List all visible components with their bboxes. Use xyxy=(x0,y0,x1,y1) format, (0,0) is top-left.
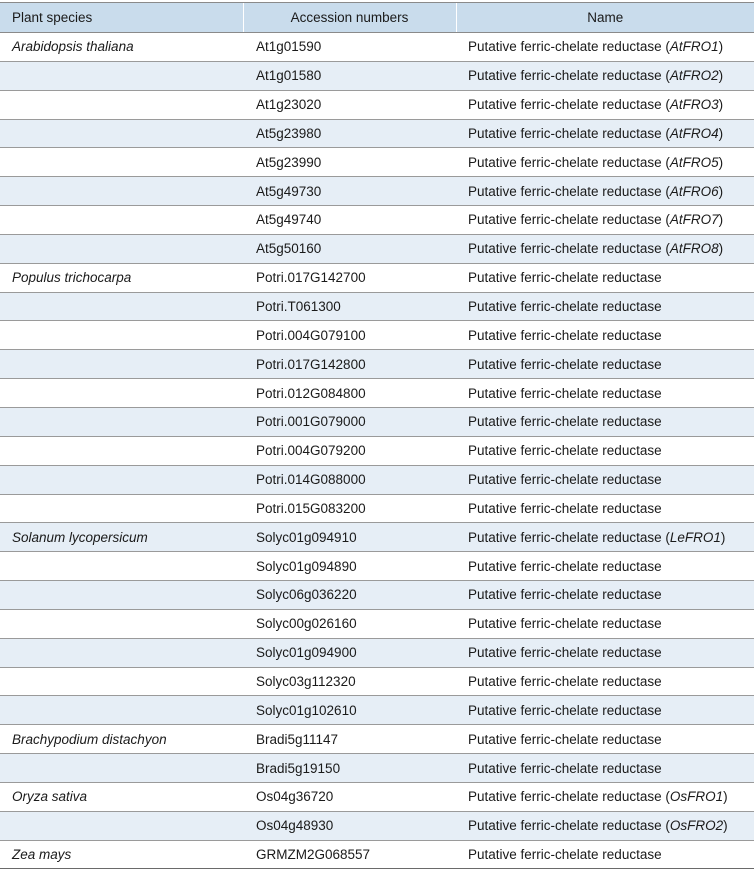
table-row xyxy=(0,667,754,696)
name-cell xyxy=(456,552,754,581)
accession-number-cell: Os04g48930 xyxy=(243,811,456,840)
gene-symbol: OsFRO1 xyxy=(669,789,724,805)
name-text: Putative ferric-chelate reductase xyxy=(468,154,662,170)
table-body xyxy=(0,33,754,869)
plant-species-cell: Populus trichocarpa xyxy=(0,263,243,292)
name-text: Putative ferric-chelate reductase xyxy=(468,645,662,661)
plant-species-cell xyxy=(0,552,243,581)
table-row xyxy=(0,436,754,465)
plant-species-cell xyxy=(0,638,243,667)
gene-symbol: LeFRO1 xyxy=(669,529,721,545)
accession-number-cell: At5g49730 xyxy=(243,177,456,206)
name-text: Putative ferric-chelate reductase xyxy=(468,68,662,84)
name-cell xyxy=(456,465,754,494)
table-row xyxy=(0,119,754,148)
name-text: Putative ferric-chelate reductase xyxy=(468,760,662,776)
name-cell xyxy=(456,321,754,350)
accession-number-cell: Solyc01g094910 xyxy=(243,523,456,552)
plant-species-cell xyxy=(0,696,243,725)
accession-number-cell: Potri.012G084800 xyxy=(243,379,456,408)
table-row xyxy=(0,465,754,494)
name-text: Putative ferric-chelate reductase xyxy=(468,270,662,286)
table-row xyxy=(0,581,754,610)
name-text: Putative ferric-chelate reductase xyxy=(468,673,662,689)
name-text: Putative ferric-chelate reductase xyxy=(468,356,662,372)
accession-number-cell: Bradi5g19150 xyxy=(243,754,456,783)
accession-number-cell: Solyc01g094900 xyxy=(243,638,456,667)
table-row xyxy=(0,350,754,379)
name-cell: Putative ferric-chelate reductase (OsFRO1) xyxy=(456,782,754,811)
column-header-plant-species: Plant species xyxy=(0,3,243,33)
name-text: Putative ferric-chelate reductase xyxy=(468,414,662,430)
column-header-name: Name xyxy=(456,3,754,33)
gene-symbol: AtFRO1 xyxy=(669,39,719,55)
name-cell xyxy=(456,638,754,667)
name-cell: Putative ferric-chelate reductase (AtFRO7) xyxy=(456,206,754,235)
plant-species-cell xyxy=(0,234,243,263)
plant-species-cell xyxy=(0,754,243,783)
name-cell xyxy=(456,350,754,379)
plant-species-cell xyxy=(0,292,243,321)
plant-species-cell xyxy=(0,206,243,235)
plant-species-cell xyxy=(0,321,243,350)
plant-species-cell: Zea mays xyxy=(0,840,243,869)
table-row xyxy=(0,206,754,235)
column-header-accession-numbers: Accession numbers xyxy=(243,3,456,33)
name-text: Putative ferric-chelate reductase xyxy=(468,789,662,805)
gene-symbol: AtFRO7 xyxy=(669,212,719,228)
name-text: Putative ferric-chelate reductase xyxy=(468,702,662,718)
name-cell xyxy=(456,609,754,638)
name-cell xyxy=(456,494,754,523)
plant-species-cell xyxy=(0,177,243,206)
plant-species-cell xyxy=(0,581,243,610)
accession-number-cell: Solyc01g094890 xyxy=(243,552,456,581)
name-text: Putative ferric-chelate reductase xyxy=(468,39,662,55)
table-row xyxy=(0,782,754,811)
accession-number-cell: Bradi5g11147 xyxy=(243,725,456,754)
accession-number-cell: Potri.014G088000 xyxy=(243,465,456,494)
accession-number-cell: Solyc06g036220 xyxy=(243,581,456,610)
name-text: Putative ferric-chelate reductase xyxy=(468,299,662,315)
header-row xyxy=(0,3,754,33)
plant-species-cell xyxy=(0,61,243,90)
name-text: Putative ferric-chelate reductase xyxy=(468,818,662,834)
name-cell: Putative ferric-chelate reductase (OsFRO2) xyxy=(456,811,754,840)
accession-number-cell: At5g23980 xyxy=(243,119,456,148)
table-row xyxy=(0,263,754,292)
table-header xyxy=(0,3,754,33)
plant-species-cell xyxy=(0,379,243,408)
name-text: Putative ferric-chelate reductase xyxy=(468,847,662,863)
accession-number-cell: Solyc00g026160 xyxy=(243,609,456,638)
accession-number-cell: Potri.015G083200 xyxy=(243,494,456,523)
table-row xyxy=(0,840,754,869)
table-row xyxy=(0,638,754,667)
accession-number-cell: GRMZM2G068557 xyxy=(243,840,456,869)
name-cell xyxy=(456,696,754,725)
plant-species-cell xyxy=(0,667,243,696)
name-cell xyxy=(456,379,754,408)
table-row xyxy=(0,321,754,350)
name-cell xyxy=(456,725,754,754)
accession-number-cell: Potri.001G079000 xyxy=(243,407,456,436)
accession-number-cell: At5g50160 xyxy=(243,234,456,263)
name-cell: Putative ferric-chelate reductase (LeFRO1) xyxy=(456,523,754,552)
name-text: Putative ferric-chelate reductase xyxy=(468,500,662,516)
plant-species-cell: Brachypodium distachyon xyxy=(0,725,243,754)
gene-symbol: AtFRO3 xyxy=(669,97,719,113)
plant-species-cell xyxy=(0,609,243,638)
table-row xyxy=(0,61,754,90)
gene-table xyxy=(0,2,754,869)
table-row xyxy=(0,725,754,754)
name-cell xyxy=(456,292,754,321)
plant-species-cell xyxy=(0,119,243,148)
name-cell: Putative ferric-chelate reductase (AtFRO6) xyxy=(456,177,754,206)
name-text: Putative ferric-chelate reductase xyxy=(468,443,662,459)
table-row xyxy=(0,811,754,840)
accession-number-cell: At5g23990 xyxy=(243,148,456,177)
accession-number-cell: At5g49740 xyxy=(243,206,456,235)
accession-number-cell: At1g01590 xyxy=(243,33,456,62)
name-cell: Putative ferric-chelate reductase (AtFRO4) xyxy=(456,119,754,148)
plant-species-cell xyxy=(0,350,243,379)
accession-number-cell: Potri.017G142800 xyxy=(243,350,456,379)
name-text: Putative ferric-chelate reductase xyxy=(468,472,662,488)
gene-symbol: AtFRO2 xyxy=(669,68,719,84)
name-cell xyxy=(456,407,754,436)
accession-number-cell: At1g23020 xyxy=(243,90,456,119)
table-row xyxy=(0,552,754,581)
name-text: Putative ferric-chelate reductase xyxy=(468,731,662,747)
plant-species-cell xyxy=(0,407,243,436)
table-row xyxy=(0,609,754,638)
name-cell xyxy=(456,754,754,783)
gene-symbol: AtFRO6 xyxy=(669,183,719,199)
name-text: Putative ferric-chelate reductase xyxy=(468,529,662,545)
accession-number-cell: At1g01580 xyxy=(243,61,456,90)
plant-species-cell xyxy=(0,90,243,119)
name-text: Putative ferric-chelate reductase xyxy=(468,241,662,257)
name-text: Putative ferric-chelate reductase xyxy=(468,212,662,228)
table-row xyxy=(0,292,754,321)
name-text: Putative ferric-chelate reductase xyxy=(468,385,662,401)
plant-species-cell xyxy=(0,436,243,465)
name-cell: Putative ferric-chelate reductase (AtFRO3) xyxy=(456,90,754,119)
plant-species-cell xyxy=(0,811,243,840)
accession-number-cell: Solyc01g102610 xyxy=(243,696,456,725)
name-cell: Putative ferric-chelate reductase (AtFRO2) xyxy=(456,61,754,90)
plant-species-cell xyxy=(0,494,243,523)
table-row xyxy=(0,33,754,62)
name-cell xyxy=(456,840,754,869)
name-text: Putative ferric-chelate reductase xyxy=(468,327,662,343)
name-cell: Putative ferric-chelate reductase (AtFRO5) xyxy=(456,148,754,177)
plant-species-cell: Solanum lycopersicum xyxy=(0,523,243,552)
accession-number-cell: Potri.004G079200 xyxy=(243,436,456,465)
table-row xyxy=(0,494,754,523)
table-row xyxy=(0,754,754,783)
name-text: Putative ferric-chelate reductase xyxy=(468,97,662,113)
table-row xyxy=(0,90,754,119)
name-text: Putative ferric-chelate reductase xyxy=(468,183,662,199)
name-text: Putative ferric-chelate reductase xyxy=(468,587,662,603)
name-text: Putative ferric-chelate reductase xyxy=(468,616,662,632)
table-row xyxy=(0,234,754,263)
table-row xyxy=(0,379,754,408)
accession-number-cell: Os04g36720 xyxy=(243,782,456,811)
table-row xyxy=(0,148,754,177)
plant-species-cell xyxy=(0,465,243,494)
table-row xyxy=(0,523,754,552)
name-cell xyxy=(456,667,754,696)
accession-number-cell: Potri.004G079100 xyxy=(243,321,456,350)
gene-symbol: OsFRO2 xyxy=(669,818,724,834)
name-cell: Putative ferric-chelate reductase (AtFRO1) xyxy=(456,33,754,62)
name-text: Putative ferric-chelate reductase xyxy=(468,558,662,574)
plant-species-cell: Arabidopsis thaliana xyxy=(0,33,243,62)
table-row xyxy=(0,407,754,436)
name-cell: Putative ferric-chelate reductase (AtFRO8) xyxy=(456,234,754,263)
gene-symbol: AtFRO5 xyxy=(669,154,719,170)
plant-species-cell: Oryza sativa xyxy=(0,782,243,811)
accession-number-cell: Potri.017G142700 xyxy=(243,263,456,292)
name-text: Putative ferric-chelate reductase xyxy=(468,125,662,141)
name-cell xyxy=(456,436,754,465)
accession-number-cell: Solyc03g112320 xyxy=(243,667,456,696)
table-row xyxy=(0,177,754,206)
accession-number-cell: Potri.T061300 xyxy=(243,292,456,321)
gene-symbol: AtFRO8 xyxy=(669,241,719,257)
name-cell xyxy=(456,263,754,292)
plant-species-cell xyxy=(0,148,243,177)
gene-symbol: AtFRO4 xyxy=(669,125,719,141)
name-cell xyxy=(456,581,754,610)
table-row xyxy=(0,696,754,725)
